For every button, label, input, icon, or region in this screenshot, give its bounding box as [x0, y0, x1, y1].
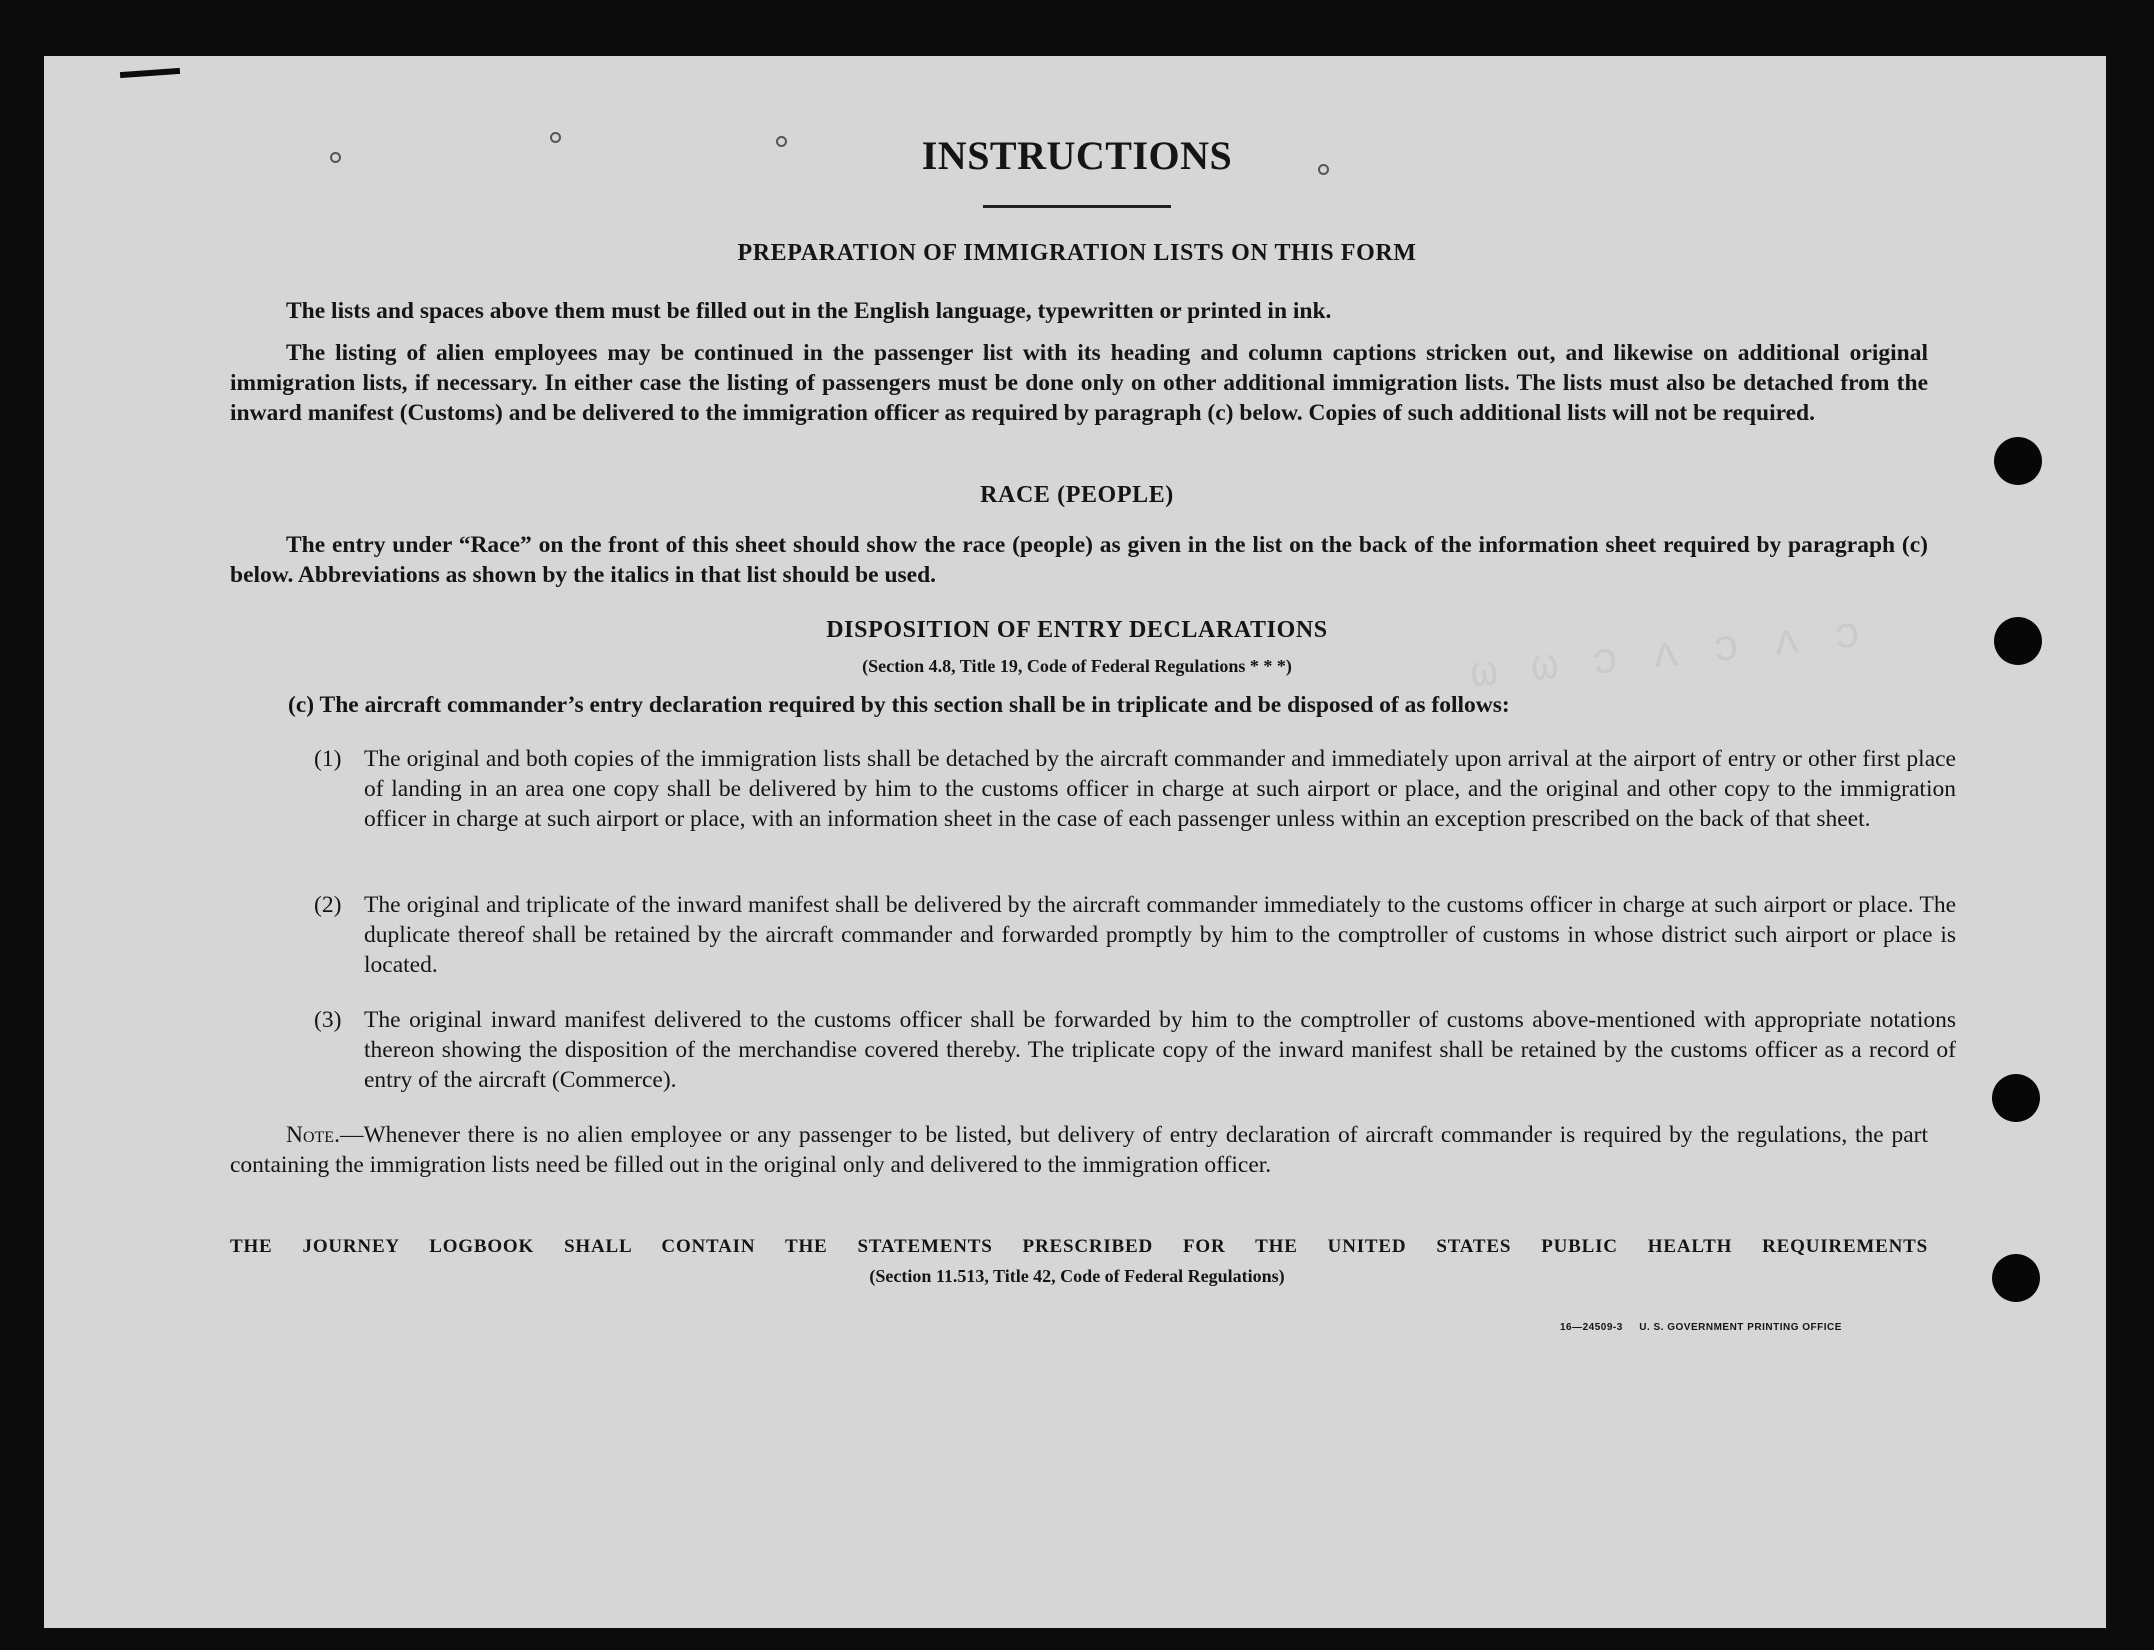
list-item-text: The original inward manifest delivered to the customs officer shall be forwarded by him to the comptroller of customs above-mentioned with appropriate notations thereon showing the disposition of the merchandise covered thereby. The triplicate copy of the inward manifest shall be retained by the customs officer as a record of entry of the aircraft (Commerce).: [364, 1007, 1956, 1093]
document-title: INSTRUCTIONS: [921, 133, 1233, 178]
print-code: 16—24509-3: [1560, 1322, 1623, 1333]
footer-regulation: (Section 11.513, Title 42, Code of Federal Regulations): [869, 1266, 1285, 1286]
paragraph-alien-employees: The listing of alien employees may be continued in the passenger list with its heading and column captions stricken out, and likewise on additional original immigration lists, if necessary. In either case the listing of passengers must be done only on other additional immigration lists. The lists must also be detached from the inward manifest (Customs) and be delivered to the immigration officer as required by paragraph (c) below. Copies of such additional lists will not be required.: [230, 340, 1928, 426]
paragraph-note: [230, 1120, 1928, 1180]
list-item: [314, 744, 1956, 834]
list-item-number: (3): [314, 1007, 342, 1033]
section-heading-preparation: PREPARATION OF IMMIGRATION LISTS ON THIS FORM: [737, 240, 1417, 266]
section-heading-race: RACE (PEOPLE): [980, 482, 1174, 508]
list-item: [314, 1005, 1956, 1095]
clause-c: (c) The aircraft commander’s entry declaration required by this section shall be in triplicate and be disposed of as follows:: [288, 692, 1510, 718]
note-label: Note.: [286, 1122, 340, 1148]
punch-hole: [1992, 1074, 2040, 1122]
printer-name: U. S. GOVERNMENT PRINTING OFFICE: [1639, 1322, 1842, 1333]
list-item-number: (1): [314, 746, 342, 772]
punch-hole: [1994, 437, 2042, 485]
note-text: —Whenever there is no alien employee or any passenger to be listed, but delivery of entry declaration of aircraft commander is required by the regulations, the part containing the immigration lists need be filled out in the original only and delivered to the immigration officer.: [230, 1122, 1928, 1178]
printer-imprint: [1560, 1322, 1842, 1333]
document-sheet: [44, 56, 2106, 1628]
footer-health-requirements: THE JOURNEY LOGBOOK SHALL CONTAIN THE STATEMENTS PRESCRIBED FOR THE UNITED STATES PUBLIC HEALTH REQUIREMENTS: [230, 1236, 1928, 1257]
bleed-through-text: ω ω ɔ ʌ ɔ ʌ ɔ: [1468, 609, 1867, 701]
list-item: [314, 890, 1956, 980]
list-item-text: The original and both copies of the immigration lists shall be detached by the aircraft commander and immediately upon arrival at the airport of entry or other first place of landing in an area one copy shall be delivered by him to the customs officer in charge at such airport or place, and the original and other copy to the immigration officer in charge at such airport or place, with an information sheet in the case of each passenger unless within an exception prescribed on the back of that sheet.: [364, 746, 1956, 832]
list-item-text: The original and triplicate of the inward manifest shall be delivered by the aircraft commander immediately to the customs officer in charge at such airport or place. The duplicate thereof shall be retained by the aircraft commander and forwarded promptly by him to the comptroller of customs in whose district such airport or place is located.: [364, 892, 1956, 978]
section-heading-disposition: DISPOSITION OF ENTRY DECLARATIONS: [826, 617, 1328, 643]
list-item-number: (2): [314, 892, 342, 918]
section-subheading-regulation: (Section 4.8, Title 19, Code of Federal Regulations * * *): [862, 656, 1292, 676]
paragraph-language: The lists and spaces above them must be filled out in the English language, typewritten or printed in ink.: [286, 298, 1332, 324]
title-underline: [983, 205, 1171, 208]
paragraph-race: The entry under “Race” on the front of this sheet should show the race (people) as given in the list on the back of the information sheet required by paragraph (c) below. Abbreviations as shown by the italics in that list should be used.: [230, 532, 1928, 588]
